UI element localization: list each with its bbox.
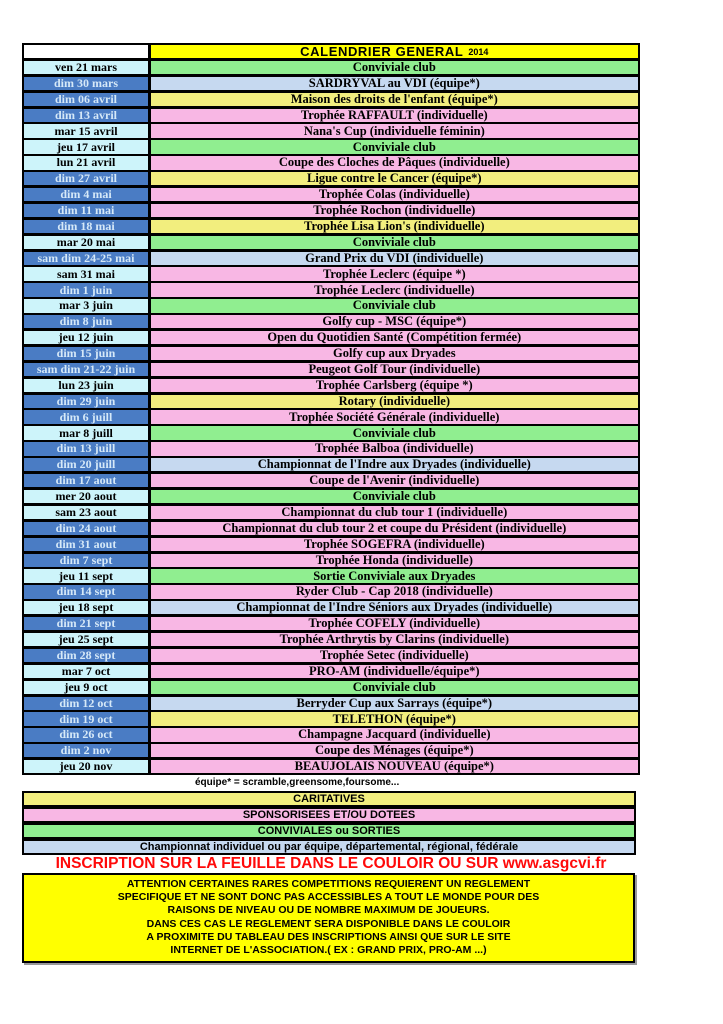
page-title <box>151 45 638 58</box>
event-cell: Grand Prix du VDI (individuelle) <box>151 252 638 265</box>
date-cell: dim 11 mai <box>24 204 148 217</box>
date-cell: dim 24 aout <box>24 522 148 535</box>
date-cell: mar 20 mai <box>24 236 148 249</box>
event-cell: Trophée Rochon (individuelle) <box>151 204 638 217</box>
event-cell: Conviviale club <box>151 426 638 439</box>
header-empty-cell <box>24 45 148 58</box>
date-cell: jeu 25 sept <box>24 633 148 646</box>
event-cell: Nana's Cup (individuelle féminin) <box>151 124 638 137</box>
date-cell: dim 19 oct <box>24 712 148 725</box>
date-cell: dim 1 juin <box>24 283 148 296</box>
attention-line: SPECIFIQUE ET NE SONT DONC PAS ACCESSIBLES A TOUT LE MONDE POUR DES <box>117 891 540 904</box>
event-cell: Golfy cup aux Dryades <box>151 347 638 360</box>
event-cell: Coupe des Cloches de Pâques (individuelle) <box>151 156 638 169</box>
event-cell: Trophée Leclerc (individuelle) <box>151 283 638 296</box>
event-cell: Champagne Jacquard (individuelle) <box>151 728 638 741</box>
event-cell: Trophée RAFFAULT (individuelle) <box>151 109 638 122</box>
event-cell: Sortie Conviviale aux Dryades <box>151 569 638 582</box>
legend-row: CONVIVIALES ou SORTIES <box>22 823 636 839</box>
date-cell: dim 31 aout <box>24 538 148 551</box>
event-cell: Trophée Balboa (individuelle) <box>151 442 638 455</box>
legend-row: SPONSORISEES ET/OU DOTEES <box>22 807 636 823</box>
legend <box>22 791 636 855</box>
date-cell: mar 7 oct <box>24 665 148 678</box>
event-cell: Championnat de l'Indre Séniors aux Dryades (individuelle) <box>151 601 638 614</box>
event-cell: Berryder Cup aux Sarrays (équipe*) <box>151 697 638 710</box>
event-cell: Trophée Lisa Lion's (individuelle) <box>151 220 638 233</box>
date-cell: jeu 17 avril <box>24 140 148 153</box>
event-cell: Conviviale club <box>151 490 638 503</box>
event-cell: Rotary (individuelle) <box>151 395 638 408</box>
legend-row: CARITATIVES <box>22 791 636 807</box>
attention-line: DANS CES CAS LE REGLEMENT SERA DISPONIBLE DANS LE COULOIR <box>146 917 511 930</box>
event-cell: Conviviale club <box>151 236 638 249</box>
date-cell: mar 3 juin <box>24 299 148 312</box>
event-cell: Conviviale club <box>151 299 638 312</box>
event-cell: SARDRYVAL au VDI (équipe*) <box>151 77 638 90</box>
date-cell: mar 8 juill <box>24 426 148 439</box>
page-title-text: CALENDRIER GENERAL <box>300 45 464 59</box>
calendar-table <box>22 43 640 775</box>
date-cell: dim 18 mai <box>24 220 148 233</box>
date-cell: ven 21 mars <box>24 61 148 74</box>
date-cell: dim 4 mai <box>24 188 148 201</box>
inscription-line: INSCRIPTION SUR LA FEUILLE DANS LE COULOIR OU SUR www.asgcvi.fr <box>55 855 607 872</box>
page-title-year: 2014 <box>468 46 489 57</box>
event-cell: Championnat du club tour 1 (individuelle) <box>151 506 638 519</box>
event-cell: Open du Quotidien Santé (Compétition fermée) <box>151 331 638 344</box>
event-cell: Championnat du club tour 2 et coupe du Président (individuelle) <box>151 522 638 535</box>
date-cell: dim 12 oct <box>24 697 148 710</box>
date-cell: dim 06 avril <box>24 93 148 106</box>
event-cell: Conviviale club <box>151 140 638 153</box>
event-cell: Coupe des Ménages (équipe*) <box>151 744 638 757</box>
date-cell: jeu 12 juin <box>24 331 148 344</box>
date-cell: jeu 9 oct <box>24 681 148 694</box>
date-cell: lun 21 avril <box>24 156 148 169</box>
event-cell: Maison des droits de l'enfant (équipe*) <box>151 93 638 106</box>
date-cell: sam dim 24-25 mai <box>24 252 148 265</box>
date-cell: lun 23 juin <box>24 379 148 392</box>
date-cell: sam 23 aout <box>24 506 148 519</box>
event-cell: Trophée Setec (individuelle) <box>151 649 638 662</box>
date-cell: dim 29 juin <box>24 395 148 408</box>
event-cell: Coupe de l'Avenir (individuelle) <box>151 474 638 487</box>
event-cell: Golfy cup - MSC (équipe*) <box>151 315 638 328</box>
legend-row: Championnat individuel ou par équipe, départemental, régional, fédérale <box>22 839 636 855</box>
date-cell: dim 30 mars <box>24 77 148 90</box>
event-cell: Trophée SOGEFRA (individuelle) <box>151 538 638 551</box>
attention-line: ATTENTION CERTAINES RARES COMPETITIONS REQUIERENT UN REGLEMENT <box>126 878 531 890</box>
date-cell: mar 15 avril <box>24 124 148 137</box>
date-cell: dim 14 sept <box>24 585 148 598</box>
event-cell: Ligue contre le Cancer (équipe*) <box>151 172 638 185</box>
date-cell: dim 2 nov <box>24 744 148 757</box>
date-cell: dim 8 juin <box>24 315 148 328</box>
attention-box <box>22 873 635 963</box>
event-cell: Trophée Arthrytis by Clarins (individuelle) <box>151 633 638 646</box>
event-cell: PRO-AM (individuelle/équipe*) <box>151 665 638 678</box>
date-cell: dim 17 aout <box>24 474 148 487</box>
event-cell: Trophée COFELY (individuelle) <box>151 617 638 630</box>
date-cell: dim 27 avril <box>24 172 148 185</box>
date-cell: jeu 11 sept <box>24 569 148 582</box>
attention-line: A PROXIMITE DU TABLEAU DES INSCRIPTIONS AINSI QUE SUR LE SITE <box>146 930 511 943</box>
attention-line: RAISONS DE NIVEAU OU DE NOMBRE MAXIMUM DE JOUEURS. <box>167 904 490 917</box>
date-cell: dim 13 avril <box>24 109 148 122</box>
event-cell: Ryder Club - Cap 2018 (individuelle) <box>151 585 638 598</box>
date-cell: mer 20 aout <box>24 490 148 503</box>
event-cell: Trophée Carlsberg (équipe *) <box>151 379 638 392</box>
event-cell: Championnat de l'Indre aux Dryades (individuelle) <box>151 458 638 471</box>
date-cell: dim 6 juill <box>24 410 148 423</box>
equipe-footnote: équipe* = scramble,greensome,foursome... <box>195 777 400 788</box>
event-cell: Trophée Société Générale (individuelle) <box>151 410 638 423</box>
date-cell: jeu 18 sept <box>24 601 148 614</box>
date-cell: dim 28 sept <box>24 649 148 662</box>
date-cell: dim 13 juill <box>24 442 148 455</box>
date-cell: jeu 20 nov <box>24 760 148 773</box>
date-cell: dim 15 juin <box>24 347 148 360</box>
event-cell: Peugeot Golf Tour (individuelle) <box>151 363 638 376</box>
date-cell: dim 21 sept <box>24 617 148 630</box>
date-cell: dim 20 juill <box>24 458 148 471</box>
date-cell: dim 26 oct <box>24 728 148 741</box>
attention-line: INTERNET DE L'ASSOCIATION.( EX : GRAND PRIX, PRO-AM ...) <box>170 944 487 957</box>
event-cell: BEAUJOLAIS NOUVEAU (équipe*) <box>151 760 638 773</box>
event-cell: TELETHON (équipe*) <box>151 712 638 725</box>
event-cell: Conviviale club <box>151 681 638 694</box>
event-cell: Trophée Colas (individuelle) <box>151 188 638 201</box>
date-cell: sam 31 mai <box>24 267 148 280</box>
event-cell: Trophée Leclerc (équipe *) <box>151 267 638 280</box>
date-cell: sam dim 21-22 juin <box>24 363 148 376</box>
date-cell: dim 7 sept <box>24 554 148 567</box>
event-cell: Trophée Honda (individuelle) <box>151 554 638 567</box>
event-cell: Conviviale club <box>151 61 638 74</box>
